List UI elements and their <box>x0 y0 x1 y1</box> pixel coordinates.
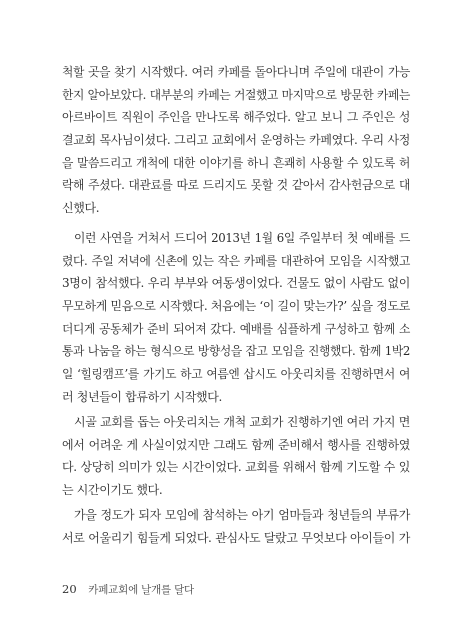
paragraph-1 <box>62 61 410 220</box>
running-title: 카페교회에 날개를 달다 <box>88 584 195 596</box>
text-line: 3명이 참석했다. 우리 부부와 여동생이었다. 건물도 없이 사람도 없이 <box>62 276 410 291</box>
text-line: 시골 교회를 돕는 아웃리치는 개척 교회가 진행하기엔 여러 가지 면 <box>74 415 410 429</box>
text-line: 는 시간이기도 했다. <box>62 483 163 498</box>
text-line: 을 말씀드리고 개척에 대한 이야기를 하니 흔쾌히 사용할 수 있도록 허 <box>62 155 410 170</box>
text-line: 다. 상당히 의미가 있는 시간이었다. 교회를 위해서 함께 기도할 수 있 <box>62 460 410 475</box>
text-line: 아르바이트 직원이 주인을 만나도록 해주었다. 알고 보니 그 주인은 성 <box>62 110 410 125</box>
paragraph-4 <box>62 504 410 549</box>
text-line: 신했다. <box>62 201 100 216</box>
text-line: 결교회 목사님이셨다. 그리고 교회에서 운영하는 카페였다. 우리 사정 <box>62 133 410 148</box>
page-footer <box>62 582 194 597</box>
text-line: 렸다. 주일 저녁에 신촌에 있는 작은 카페를 대관하여 모임을 시작했고 <box>62 253 410 268</box>
text-line: 무모하게 믿음으로 시작했다. 처음에는 ‘이 길이 맞는가?’ 싶을 정도로 <box>62 299 410 314</box>
paragraph-2 <box>62 227 410 409</box>
text-line: 척할 곳을 찾기 시작했다. 여러 카페를 돌아다니며 주일에 대관이 가능 <box>62 65 410 79</box>
text-line: 통과 나눔을 하는 형식으로 방향성을 잡고 모임을 진행했다. 함께 1박2 <box>62 344 410 359</box>
text-line: 더디게 공동체가 준비 되어져 갔다. 예배를 심플하게 구성하고 함께 소 <box>62 321 410 336</box>
text-line: 이런 사연을 거쳐서 드디어 2013년 1월 6일 주일부터 첫 예배를 드 <box>74 231 410 245</box>
text-line: 한지 알아보았다. 대부분의 카페는 거절했고 마지막으로 방문한 카페는 <box>62 87 410 102</box>
text-line: 서로 어울리기 힘들게 되었다. 관심사도 달랐고 무엇보다 아이들이 가 <box>62 530 410 545</box>
page-number: 20 <box>62 582 77 596</box>
text-line: 일 ‘힐링캠프’를 가기도 하고 여름엔 삽시도 아웃리치를 진행하면서 여 <box>62 367 410 382</box>
text-line: 에서 어려운 게 사실이었지만 그래도 함께 준비해서 행사를 진행하였 <box>62 437 410 452</box>
text-line: 락해 주셨다. 대관료를 따로 드리지도 못할 것 같아서 감사헌금으로 대 <box>62 178 410 193</box>
text-line: 러 청년들이 합류하기 시작했다. <box>62 389 223 404</box>
paragraph-3 <box>62 411 410 502</box>
text-line: 가을 정도가 되자 모임에 참석하는 아기 엄마들과 청년들의 부류가 <box>74 508 410 522</box>
